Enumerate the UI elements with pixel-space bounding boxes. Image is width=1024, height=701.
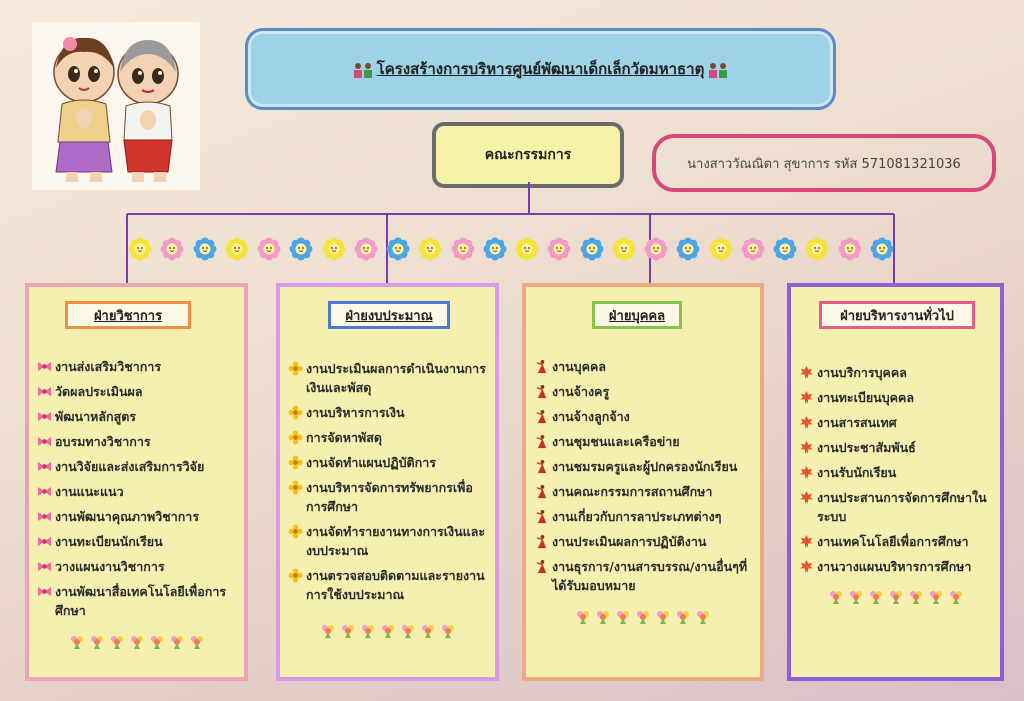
dancer-icon	[534, 559, 549, 574]
task-item	[288, 403, 489, 422]
people-icon	[707, 62, 729, 78]
task-item	[288, 566, 489, 604]
bouquet-icon	[320, 623, 336, 639]
department-personnel	[522, 283, 764, 681]
task-label: งานประเมินผลการดำเนินงานการเงินและพัสดุ	[306, 361, 486, 395]
ribbon-icon	[37, 359, 52, 374]
task-label: งานจ้างลูกจ้าง	[552, 409, 630, 424]
department-heading: ฝ่ายบริหารงานทั่วไป	[819, 301, 975, 329]
ribbon-icon	[37, 509, 52, 524]
bouquet-icon	[149, 634, 165, 650]
task-label: งานประสานการจัดการศึกษาในระบบ	[817, 490, 987, 524]
task-item	[37, 482, 238, 501]
bouquet-icon	[420, 623, 436, 639]
task-label: วางแผนงานวิชาการ	[55, 559, 165, 574]
bouquet-icon	[868, 589, 884, 605]
task-item	[288, 428, 489, 447]
smiling-flower-icon	[612, 237, 636, 261]
task-list	[37, 357, 238, 626]
bouquet-icon	[89, 634, 105, 650]
bouquet-icon	[848, 589, 864, 605]
committee-label: คณะกรรมการ	[484, 147, 572, 163]
department-general-admin	[787, 283, 1004, 681]
bouquet-icon	[575, 609, 591, 625]
title-label: โครงสร้างการบริหารศูนย์พัฒนาเด็กเล็กวัดมหาธาตุ	[376, 60, 705, 78]
bouquet-icon	[675, 609, 691, 625]
task-label: งานชุมชนและเครือข่าย	[552, 434, 680, 449]
task-item	[37, 407, 238, 426]
task-item	[799, 463, 994, 482]
bouquet-icon	[928, 589, 944, 605]
bouquet-icon	[908, 589, 924, 605]
smiling-flower-icon	[289, 237, 313, 261]
department-academic	[25, 283, 248, 681]
task-item	[534, 457, 754, 476]
maple-leaf-icon	[799, 559, 814, 574]
bouquet-icon	[360, 623, 376, 639]
yellow-flower-icon	[288, 405, 303, 420]
dancer-icon	[534, 384, 549, 399]
smiling-flower-icon	[515, 237, 539, 261]
task-item	[288, 453, 489, 472]
thai-children-mascot-icon	[32, 22, 200, 190]
task-label: งานบริหารการเงิน	[306, 405, 405, 420]
smiling-flower-icon	[805, 237, 829, 261]
smiling-flower-icon	[322, 237, 346, 261]
bouquet-icon	[340, 623, 356, 639]
bouquet-icon	[69, 634, 85, 650]
task-item	[37, 507, 238, 526]
task-item	[534, 532, 754, 551]
task-label: งานคณะกรรมการสถานศึกษา	[552, 484, 713, 499]
bouquet-icon	[440, 623, 456, 639]
smiling-flower-icon	[773, 237, 797, 261]
task-label: งานตรวจสอบติดตามและรายงานการใช้งบประมาณ	[306, 568, 485, 602]
author-box	[652, 134, 996, 192]
task-label: งานทะเบียนนักเรียน	[55, 534, 163, 549]
bouquet-icon	[655, 609, 671, 625]
task-label: งานวิจัยและส่งเสริมการวิจัย	[55, 459, 205, 474]
smiling-flower-icon	[870, 237, 894, 261]
task-label: วัดผลประเมินผล	[55, 384, 143, 399]
task-item	[37, 382, 238, 401]
task-label: งานบริหารจัดการทรัพยากรเพื่อการศึกษา	[306, 480, 473, 514]
smiling-flower-icon	[676, 237, 700, 261]
smiling-flower-icon	[547, 237, 571, 261]
title-banner	[245, 28, 836, 110]
task-label: งานชมรมครูและผู้ปกครองนักเรียน	[552, 459, 738, 474]
task-item	[534, 482, 754, 501]
maple-leaf-icon	[799, 490, 814, 505]
smiling-flower-icon	[257, 237, 281, 261]
bouquet-row	[526, 609, 760, 625]
task-item	[799, 413, 994, 432]
ribbon-icon	[37, 434, 52, 449]
task-label: อบรมทางวิชาการ	[55, 434, 151, 449]
task-item	[288, 478, 489, 516]
yellow-flower-icon	[288, 480, 303, 495]
task-item	[799, 488, 994, 526]
task-label: งานพัฒนาคุณภาพวิชาการ	[55, 509, 200, 524]
dancer-icon	[534, 434, 549, 449]
task-label: พัฒนาหลักสูตร	[55, 409, 137, 424]
task-item	[37, 432, 238, 451]
ribbon-icon	[37, 409, 52, 424]
bouquet-icon	[169, 634, 185, 650]
flower-garland	[128, 233, 894, 265]
maple-leaf-icon	[799, 365, 814, 380]
task-item	[799, 532, 994, 551]
people-icon	[352, 62, 374, 78]
task-label: งานประเมินผลการปฏิบัติงาน	[552, 534, 707, 549]
smiling-flower-icon	[354, 237, 378, 261]
department-heading: ฝ่ายงบประมาณ	[328, 301, 450, 329]
smiling-flower-icon	[580, 237, 604, 261]
maple-leaf-icon	[799, 415, 814, 430]
task-item	[534, 557, 754, 595]
ribbon-icon	[37, 459, 52, 474]
task-item	[799, 388, 994, 407]
maple-leaf-icon	[799, 390, 814, 405]
yellow-flower-icon	[288, 455, 303, 470]
page-title	[349, 57, 733, 81]
task-item	[534, 432, 754, 451]
bouquet-icon	[948, 589, 964, 605]
task-label: งานจ้างครู	[552, 384, 610, 399]
committee-box	[432, 122, 624, 188]
task-label: งานจัดทำแผนปฏิบัติการ	[306, 455, 436, 470]
smiling-flower-icon	[483, 237, 507, 261]
task-item	[37, 557, 238, 576]
task-label: งานประชาสัมพันธ์	[817, 440, 916, 455]
mascot-illustration	[32, 22, 200, 190]
task-item	[534, 382, 754, 401]
smiling-flower-icon	[709, 237, 733, 261]
task-item	[799, 557, 994, 576]
task-label: งานทะเบียนบุคคล	[817, 390, 915, 405]
task-label: การจัดหาพัสดุ	[306, 430, 382, 445]
yellow-flower-icon	[288, 361, 303, 376]
task-list	[534, 357, 754, 601]
task-label: งานสารสนเทศ	[817, 415, 897, 430]
yellow-flower-icon	[288, 524, 303, 539]
smiling-flower-icon	[225, 237, 249, 261]
ribbon-icon	[37, 484, 52, 499]
bouquet-row	[29, 634, 244, 650]
ribbon-icon	[37, 584, 52, 599]
dancer-icon	[534, 534, 549, 549]
bouquet-icon	[595, 609, 611, 625]
task-item	[799, 438, 994, 457]
bouquet-icon	[380, 623, 396, 639]
bouquet-icon	[888, 589, 904, 605]
task-label: งานบุคคล	[552, 359, 606, 374]
task-item	[534, 507, 754, 526]
task-label: งานเทคโนโลยีเพื่อการศึกษา	[817, 534, 969, 549]
yellow-flower-icon	[288, 568, 303, 583]
bouquet-icon	[615, 609, 631, 625]
smiling-flower-icon	[644, 237, 668, 261]
bouquet-icon	[189, 634, 205, 650]
dancer-icon	[534, 484, 549, 499]
smiling-flower-icon	[193, 237, 217, 261]
task-list	[799, 363, 994, 582]
task-item	[799, 363, 994, 382]
task-item	[37, 582, 238, 620]
task-item	[37, 357, 238, 376]
task-label: งานธุรการ/งานสารบรรณ/งานอื่นๆที่ได้รับมอบหมาย	[552, 559, 748, 593]
department-heading: ฝ่ายบุคคล	[592, 301, 682, 329]
smiling-flower-icon	[741, 237, 765, 261]
dancer-icon	[534, 409, 549, 424]
task-list	[288, 359, 489, 610]
task-label: งานแนะแนว	[55, 484, 124, 499]
task-item	[534, 407, 754, 426]
task-label: งานวางแผนบริหารการศึกษา	[817, 559, 972, 574]
maple-leaf-icon	[799, 465, 814, 480]
task-item	[37, 457, 238, 476]
task-label: งานจัดทำรายงานทางการเงินและงบประมาณ	[306, 524, 486, 558]
bouquet-icon	[828, 589, 844, 605]
smiling-flower-icon	[386, 237, 410, 261]
dancer-icon	[534, 509, 549, 524]
department-budget	[276, 283, 499, 681]
dancer-icon	[534, 459, 549, 474]
smiling-flower-icon	[451, 237, 475, 261]
task-label: งานบริการบุคคล	[817, 365, 907, 380]
bouquet-icon	[129, 634, 145, 650]
author-label: นางสาววัณณิตา สุขาการ รหัส 571081321036	[687, 156, 961, 172]
maple-leaf-icon	[799, 534, 814, 549]
task-label: งานพัฒนาสื่อเทคโนโลยีเพื่อการศึกษา	[55, 584, 227, 618]
ribbon-icon	[37, 534, 52, 549]
dancer-icon	[534, 359, 549, 374]
bouquet-icon	[400, 623, 416, 639]
smiling-flower-icon	[838, 237, 862, 261]
ribbon-icon	[37, 559, 52, 574]
ribbon-icon	[37, 384, 52, 399]
task-item	[534, 357, 754, 376]
task-label: งานส่งเสริมวิชาการ	[55, 359, 162, 374]
smiling-flower-icon	[160, 237, 184, 261]
task-item	[37, 532, 238, 551]
maple-leaf-icon	[799, 440, 814, 455]
smiling-flower-icon	[418, 237, 442, 261]
task-item	[288, 359, 489, 397]
task-label: งานเกี่ยวกับการลาประเภทต่างๆ	[552, 509, 722, 524]
task-label: งานรับนักเรียน	[817, 465, 897, 480]
bouquet-row	[280, 623, 495, 639]
department-heading: ฝ่ายวิชาการ	[65, 301, 191, 329]
bouquet-icon	[635, 609, 651, 625]
yellow-flower-icon	[288, 430, 303, 445]
bouquet-row	[791, 589, 1000, 605]
bouquet-icon	[109, 634, 125, 650]
bouquet-icon	[695, 609, 711, 625]
smiling-flower-icon	[128, 237, 152, 261]
task-item	[288, 522, 489, 560]
